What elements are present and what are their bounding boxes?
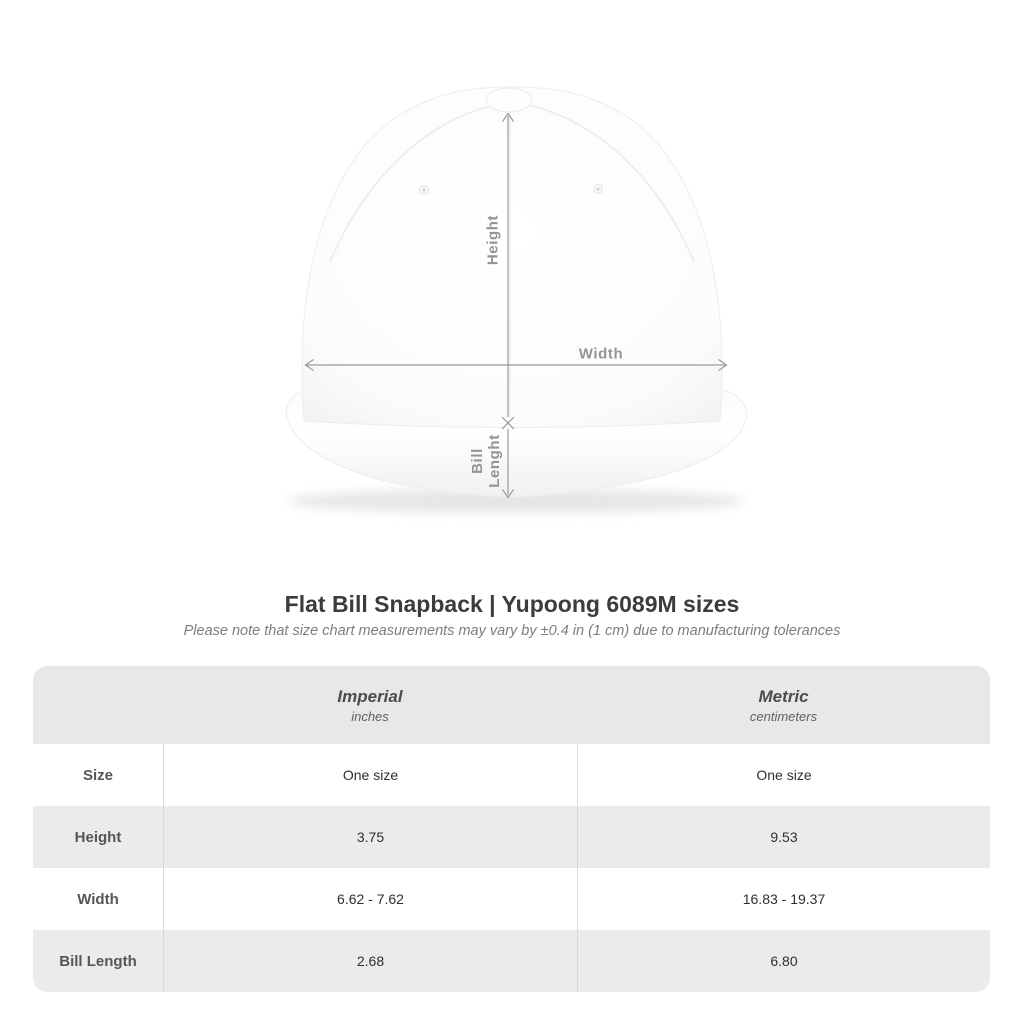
bill-length-dimension-label: [469, 434, 504, 488]
metric-value: 16.83 - 19.37: [577, 868, 990, 930]
imperial-value: One size: [163, 744, 577, 806]
metric-value: 6.80: [577, 930, 990, 992]
eyelet-right-icon: [594, 185, 603, 194]
imperial-column-unit: inches: [351, 708, 389, 724]
bill-length-label-line1: Bill: [468, 448, 486, 474]
crown-button: [486, 88, 532, 112]
row-label: Bill Length: [59, 952, 137, 970]
table-row-height: [33, 806, 990, 868]
row-label: Height: [74, 828, 122, 846]
hat-crown: [302, 87, 722, 428]
width-dimension-label: Width: [578, 345, 624, 363]
imperial-value: 2.68: [163, 930, 577, 992]
table-row-size: [33, 744, 990, 806]
table-row-width: [33, 868, 990, 930]
size-table: [33, 666, 990, 992]
table-row-bill-length: [33, 930, 990, 992]
eyelet-left-icon: [420, 186, 429, 195]
header-spacer-cell: [33, 666, 163, 744]
bill-length-label-line2: Lenght: [486, 434, 503, 488]
imperial-value: 6.62 - 7.62: [163, 868, 577, 930]
row-label: Width: [77, 890, 119, 908]
metric-column-unit: centimeters: [749, 708, 818, 724]
table-header-row: [33, 666, 990, 744]
header-metric-cell: [577, 666, 990, 744]
size-chart-title: Flat Bill Snapback | Yupoong 6089M sizes: [284, 591, 740, 617]
metric-column-title: Metric: [758, 686, 809, 706]
header-imperial-cell: [163, 666, 577, 744]
row-label: Size: [82, 766, 113, 784]
imperial-value: 3.75: [163, 806, 577, 868]
height-dimension-label: Height: [484, 214, 502, 266]
imperial-column-title: Imperial: [337, 686, 403, 706]
metric-value: 9.53: [577, 806, 990, 868]
metric-value: One size: [577, 744, 990, 806]
size-chart-subtitle: Please note that size chart measurements may vary by ±0.4 in (1 cm) due to manufacturing tolerances: [183, 623, 841, 639]
